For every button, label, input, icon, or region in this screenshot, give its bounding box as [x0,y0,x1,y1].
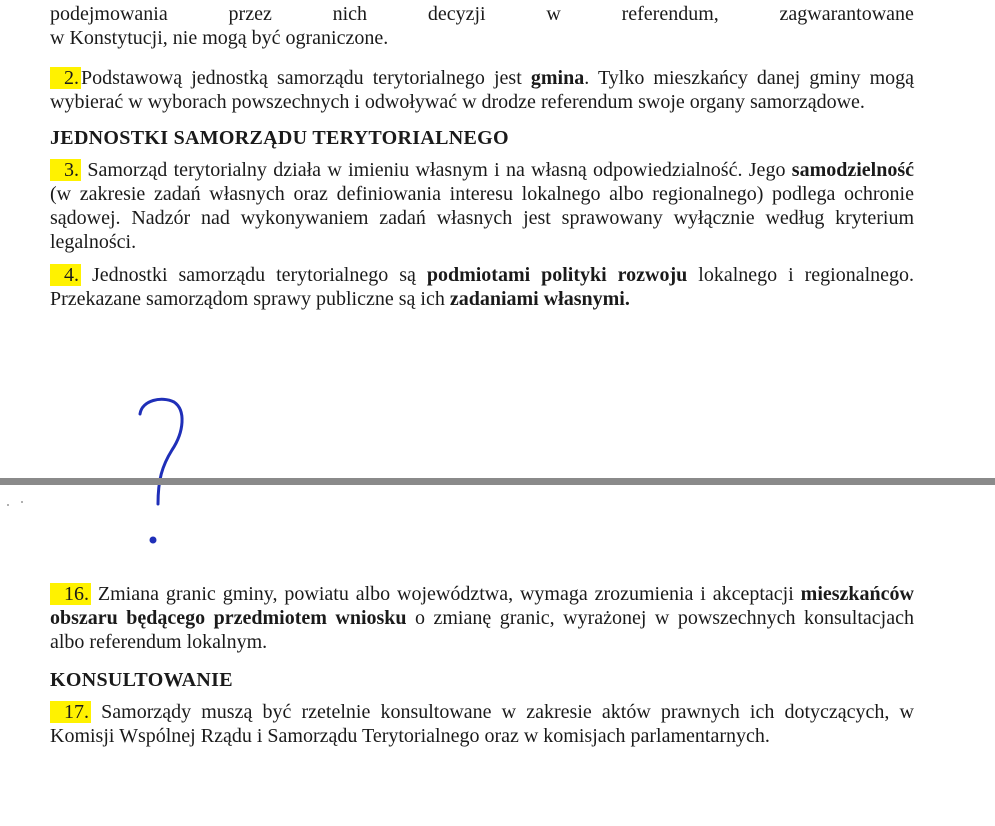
scan-specks [0,495,30,515]
paragraph-number-highlight: 17. [50,701,91,723]
document-bottom-section [50,582,914,748]
paragraph-number-highlight: 16. [50,583,91,605]
paragraph-number-highlight: 2. [50,67,81,89]
section-heading: KONSULTOWANIE [50,669,233,691]
paragraph-1-continuation [50,2,914,50]
page-divider [0,478,995,485]
paragraph-3: 3. Samorząd terytorialny działa w imieniu własnym i na własną odpowiedzialność. Jego samodzielność (w zakresie zadań własnych oraz definiowania interesu lokalnego albo regionalnego) podlega ochronie sądowej. Nadzór nad wykonywaniem zadań własnych jest sprawowany wyłącznie według kryterium legalności. [50,159,914,253]
paragraph-17: 17. Samorządy muszą być rzetelnie konsultowane w zakresie aktów prawnych ich dotyczących, w Komisji Wspólnej Rządu i Samorządu Terytorialnego oraz w komisjach parlamentarnych. [50,701,914,747]
paragraph-16: 16. Zmiana granic gminy, powiatu albo województwa, wymaga zrozumienia i akceptacji mieszkańców obszaru będącego przedmiotem wniosku o zmianę granic, wyrażonej w powszechnych konsultacjach albo referendum lokalnym. [50,583,914,653]
bold-term: samodzielność [791,159,914,181]
document-top-section [50,2,914,311]
bold-term: zadaniami własnymi. [449,288,630,310]
paragraph-number-highlight: 3. [50,159,81,181]
bold-term: gmina [530,67,585,89]
p1-line1: podejmowania przez nich decyzji w referendum, zagwarantowane [50,3,914,25]
section-heading: JEDNOSTKI SAMORZĄDU TERYTORIALNEGO [50,127,509,149]
handwritten-question-mark-icon [128,392,198,552]
bold-term: mieszkańców obszaru będącego przedmiotem wniosku [50,583,914,629]
paragraph-number-highlight: 4. [50,264,81,286]
p1-line2: w Konstytucji, nie mogą być ograniczone. [50,27,389,49]
bold-term: podmiotami polityki rozwoju [426,264,688,286]
paragraph-2: 2. Podstawową jednostką samorządu terytorialnego jest gmina. Tylko mieszkańcy danej gminy mogą wybierać w wyborach powszechnych i odwoływać w drodze referendum swoje organy samorządowe. [50,67,914,113]
paragraph-4: 4. Jednostki samorządu terytorialnego są podmiotami polityki rozwoju lokalnego i regionalnego. Przekazane samorządom sprawy publiczne są ich zadaniami własnymi. [50,264,915,310]
